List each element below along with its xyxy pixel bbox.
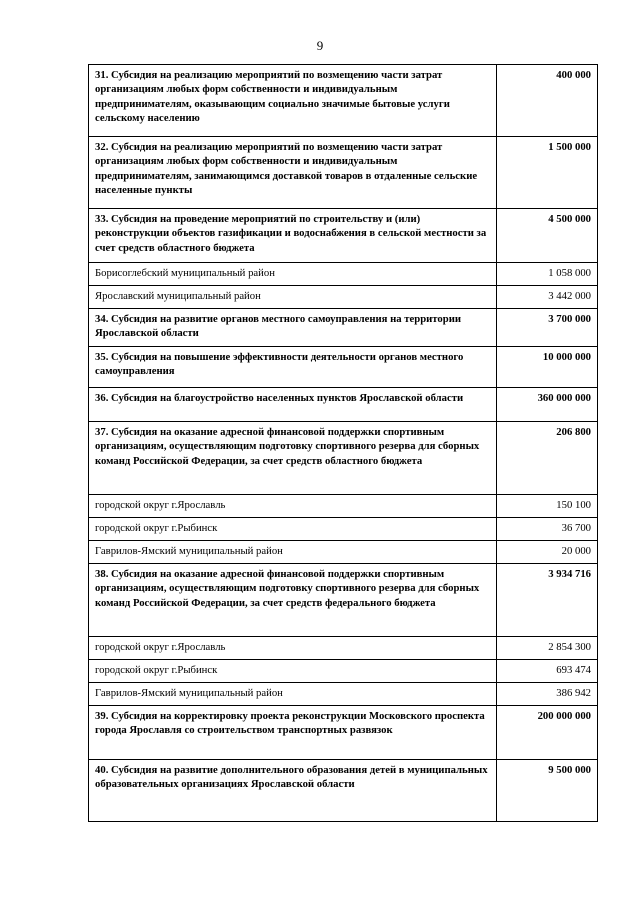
table-row <box>89 683 598 706</box>
table-row <box>89 760 598 822</box>
table-row <box>89 65 598 137</box>
table-row <box>89 541 598 564</box>
subsidy-amount: 400 000 <box>497 65 598 137</box>
district-amount: 36 700 <box>497 518 598 541</box>
district-name: городской округ г.Ярославль <box>89 495 497 518</box>
subsidy-table <box>88 64 598 822</box>
subsidy-name: 33. Субсидия на проведение мероприятий по строительству и (или) реконструкции объектов газификации и водоснабжения в сельской местности за счет средств областного бюджета <box>89 209 497 263</box>
district-amount: 386 942 <box>497 683 598 706</box>
subsidy-amount: 360 000 000 <box>497 388 598 422</box>
subsidy-amount: 10 000 000 <box>497 347 598 388</box>
subsidy-name: 36. Субсидия на благоустройство населенных пунктов Ярославской области <box>89 388 497 422</box>
subsidy-amount: 1 500 000 <box>497 137 598 209</box>
district-amount: 3 442 000 <box>497 286 598 309</box>
district-amount: 150 100 <box>497 495 598 518</box>
district-amount: 693 474 <box>497 660 598 683</box>
district-name: городской округ г.Рыбинск <box>89 518 497 541</box>
table-row <box>89 422 598 495</box>
subsidy-amount: 4 500 000 <box>497 209 598 263</box>
subsidy-name: 38. Субсидия на оказание адресной финансовой поддержки спортивным организациям, осуществляющим подготовку спортивного резерва для сборных команд Российской Федерации, за счет средств федерального бюджета <box>89 564 497 637</box>
table-row <box>89 286 598 309</box>
table-row <box>89 347 598 388</box>
page-number: 9 <box>316 38 324 53</box>
subsidy-name: 40. Субсидия на развитие дополнительного образования детей в муниципальных образовательных организациях Ярославской области <box>89 760 497 822</box>
subsidy-amount: 3 934 716 <box>497 564 598 637</box>
table-row <box>89 637 598 660</box>
table-row <box>89 660 598 683</box>
subsidy-table-body <box>89 65 598 822</box>
subsidy-name: 37. Субсидия на оказание адресной финансовой поддержки спортивным организациям, осуществляющим подготовку спортивного резерва для сборных команд Российской Федерации, за счет средств областного бюджета <box>89 422 497 495</box>
table-row <box>89 263 598 286</box>
district-amount: 2 854 300 <box>497 637 598 660</box>
table-row <box>89 137 598 209</box>
subsidy-name: 31. Субсидия на реализацию мероприятий по возмещению части затрат организациям любых форм собственности и индивидуальным предпринимателям, оказывающим социально значимые бытовые услуги сельскому населению <box>89 65 497 137</box>
subsidy-name: 34. Субсидия на развитие органов местного самоуправления на территории Ярославской области <box>89 309 497 347</box>
subsidy-name: 32. Субсидия на реализацию мероприятий по возмещению части затрат организациям любых форм собственности и индивидуальным предпринимателям, занимающимся доставкой товаров в отдаленные сельские населенные пункты <box>89 137 497 209</box>
table-row <box>89 309 598 347</box>
table-row <box>89 495 598 518</box>
subsidy-amount: 206 800 <box>497 422 598 495</box>
table-row <box>89 209 598 263</box>
subsidy-amount: 9 500 000 <box>497 760 598 822</box>
subsidy-name: 39. Субсидия на корректировку проекта реконструкции Московского проспекта города Ярославля со строительством транспортных развязок <box>89 706 497 760</box>
district-amount: 1 058 000 <box>497 263 598 286</box>
table-row <box>89 706 598 760</box>
subsidy-name: 35. Субсидия на повышение эффективности деятельности органов местного самоуправления <box>89 347 497 388</box>
table-row <box>89 518 598 541</box>
district-name: Гаврилов-Ямский муниципальный район <box>89 683 497 706</box>
table-row <box>89 388 598 422</box>
district-name: городской округ г.Рыбинск <box>89 660 497 683</box>
subsidy-amount: 3 700 000 <box>497 309 598 347</box>
district-name: Борисоглебский муниципальный район <box>89 263 497 286</box>
district-name: городской округ г.Ярославль <box>89 637 497 660</box>
district-name: Ярославский муниципальный район <box>89 286 497 309</box>
subsidy-amount: 200 000 000 <box>497 706 598 760</box>
district-amount: 20 000 <box>497 541 598 564</box>
district-name: Гаврилов-Ямский муниципальный район <box>89 541 497 564</box>
table-row <box>89 564 598 637</box>
